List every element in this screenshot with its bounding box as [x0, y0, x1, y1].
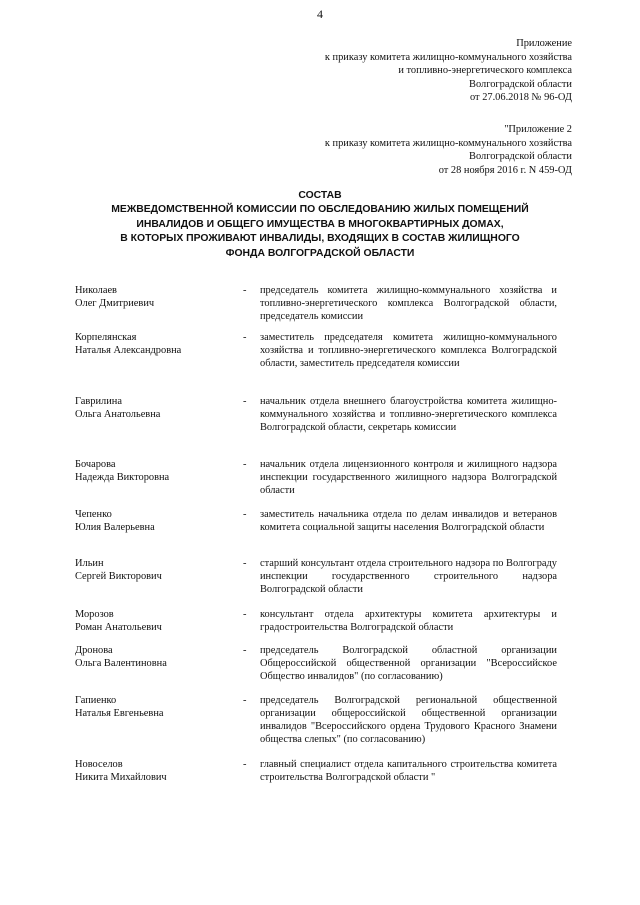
member-surname: Корпелянская — [75, 332, 137, 343]
member-surname: Ильин — [75, 558, 104, 569]
member-given-name: Сергей Викторович — [75, 571, 162, 582]
member-role: главный специалист отдела капитального строительства комитета строительства Волгоградской области " — [260, 759, 557, 783]
member-given-name: Олег Дмитриевич — [75, 298, 155, 309]
title-line: СОСТАВ — [298, 190, 342, 201]
title-line: В КОТОРЫХ ПРОЖИВАЮТ ИНВАЛИДЫ, ВХОДЯЩИХ В СОСТАВ ЖИЛИЩНОГО — [120, 233, 520, 245]
page-number: 4 — [317, 7, 323, 21]
member-dash: - — [243, 609, 247, 620]
annex-current — [325, 37, 572, 105]
member-surname: Николаев — [75, 285, 117, 296]
member-dash: - — [243, 695, 247, 706]
member-dash: - — [243, 645, 247, 656]
annex-line: Волгоградской области — [469, 151, 572, 163]
annex-line: Приложение — [516, 38, 572, 49]
member-role: председатель комитета жилищно-коммунального хозяйства и топливно-энергетического комплекса Волгоградской области, председатель комиссии — [260, 285, 557, 322]
member-given-name: Надежда Викторовна — [75, 472, 170, 483]
annex-line: от 27.06.2018 № 96-ОД — [470, 92, 572, 104]
member-surname: Гапиенко — [75, 695, 117, 706]
member-name — [75, 331, 243, 357]
member-dash: - — [243, 285, 247, 296]
member-item — [75, 694, 557, 758]
member-name — [75, 284, 243, 310]
member-dash: - — [243, 558, 247, 569]
title-line: МЕЖВЕДОМСТВЕННОЙ КОМИССИИ ПО ОБСЛЕДОВАНИЮ ЖИЛЫХ ПОМЕЩЕНИЙ — [111, 204, 529, 216]
annex-line: от 28 ноября 2016 г. N 459-ОД — [438, 164, 572, 176]
member-name — [75, 395, 243, 421]
member-role: председатель Волгоградской областной организации Общероссийской общественной организации "Всероссийское Общество инвалидов" (по согласованию) — [260, 645, 557, 682]
member-role: старший консультант отдела строительного надзора по Волгограду инспекции государственного строительного надзора Волгоградской области — [260, 558, 557, 595]
member-item — [75, 758, 557, 790]
member-name — [75, 458, 243, 484]
member-surname: Чепенко — [75, 509, 112, 520]
member-surname: Гаврилина — [75, 396, 122, 407]
annex-line: к приказу комитета жилищно-коммунального хозяйства — [324, 137, 572, 149]
member-item — [75, 284, 557, 331]
member-name — [75, 557, 243, 583]
member-item — [75, 644, 557, 694]
member-dash: - — [243, 332, 247, 343]
member-item — [75, 508, 557, 557]
member-surname: Дронова — [75, 645, 113, 656]
member-name — [75, 644, 243, 670]
member-given-name: Наталья Александровна — [75, 345, 182, 356]
member-name — [75, 608, 243, 634]
member-role: заместитель начальника отдела по делам инвалидов и ветеранов комитета социальной защиты населения Волгоградской области — [260, 509, 557, 533]
member-given-name: Никита Михайлович — [75, 772, 167, 783]
member-given-name: Наталья Евгеньевна — [75, 708, 164, 719]
member-list — [75, 284, 557, 790]
member-role: председатель Волгоградской региональной общественной организации общероссийской общественной организации инвалидов "Всероссийского ордена Трудового Красного Знамени общества слепых" (по согласованию) — [260, 695, 557, 745]
member-item — [75, 557, 557, 608]
member-dash: - — [243, 509, 247, 520]
member-dash: - — [243, 759, 247, 770]
member-given-name: Роман Анатольевич — [75, 622, 162, 633]
member-surname: Новоселов — [75, 759, 123, 770]
member-item — [75, 395, 557, 458]
member-role: заместитель председателя комитета жилищно-коммунального хозяйства и топливно-энергетического комплекса Волгоградской области, заместитель председателя комиссии — [260, 332, 557, 369]
member-item — [75, 458, 557, 508]
member-role: начальник отдела лицензионного контроля и жилищного надзора инспекции государственного жилищного надзора Волгоградской области — [260, 459, 557, 496]
title-line: ФОНДА ВОЛГОГРАДСКОЙ ОБЛАСТИ — [225, 247, 415, 259]
member-name — [75, 694, 243, 720]
annex-line: к приказу комитета жилищно-коммунального хозяйства — [324, 51, 572, 63]
member-name — [75, 758, 243, 784]
member-given-name: Ольга Анатольевна — [75, 409, 161, 420]
member-role: консультант отдела архитектуры комитета архитектуры и градостроительства Волгоградской области — [260, 609, 557, 633]
annex-original — [325, 123, 572, 177]
member-dash: - — [243, 459, 247, 470]
member-role: начальник отдела внешнего благоустройства комитета жилищно-коммунального хозяйства и топливно-энергетического комплекса Волгоградской области, секретарь комиссии — [260, 396, 557, 433]
member-surname: Бочарова — [75, 459, 116, 470]
member-dash: - — [243, 396, 247, 407]
member-surname: Морозов — [75, 609, 114, 620]
annex-line: "Приложение 2 — [504, 124, 572, 135]
member-item — [75, 331, 557, 395]
annex-line: Волгоградской области — [469, 78, 572, 90]
member-name — [75, 508, 243, 534]
member-item — [75, 608, 557, 644]
annex-line: и топливно-энергетического комплекса — [398, 65, 572, 77]
title-line: ИНВАЛИДОВ И ОБЩЕГО ИМУЩЕСТВА В МНОГОКВАРТИРНЫХ ДОМАХ, — [136, 218, 504, 230]
document-title — [100, 189, 540, 261]
member-given-name: Ольга Валентиновна — [75, 658, 167, 669]
member-given-name: Юлия Валерьевна — [75, 522, 155, 533]
